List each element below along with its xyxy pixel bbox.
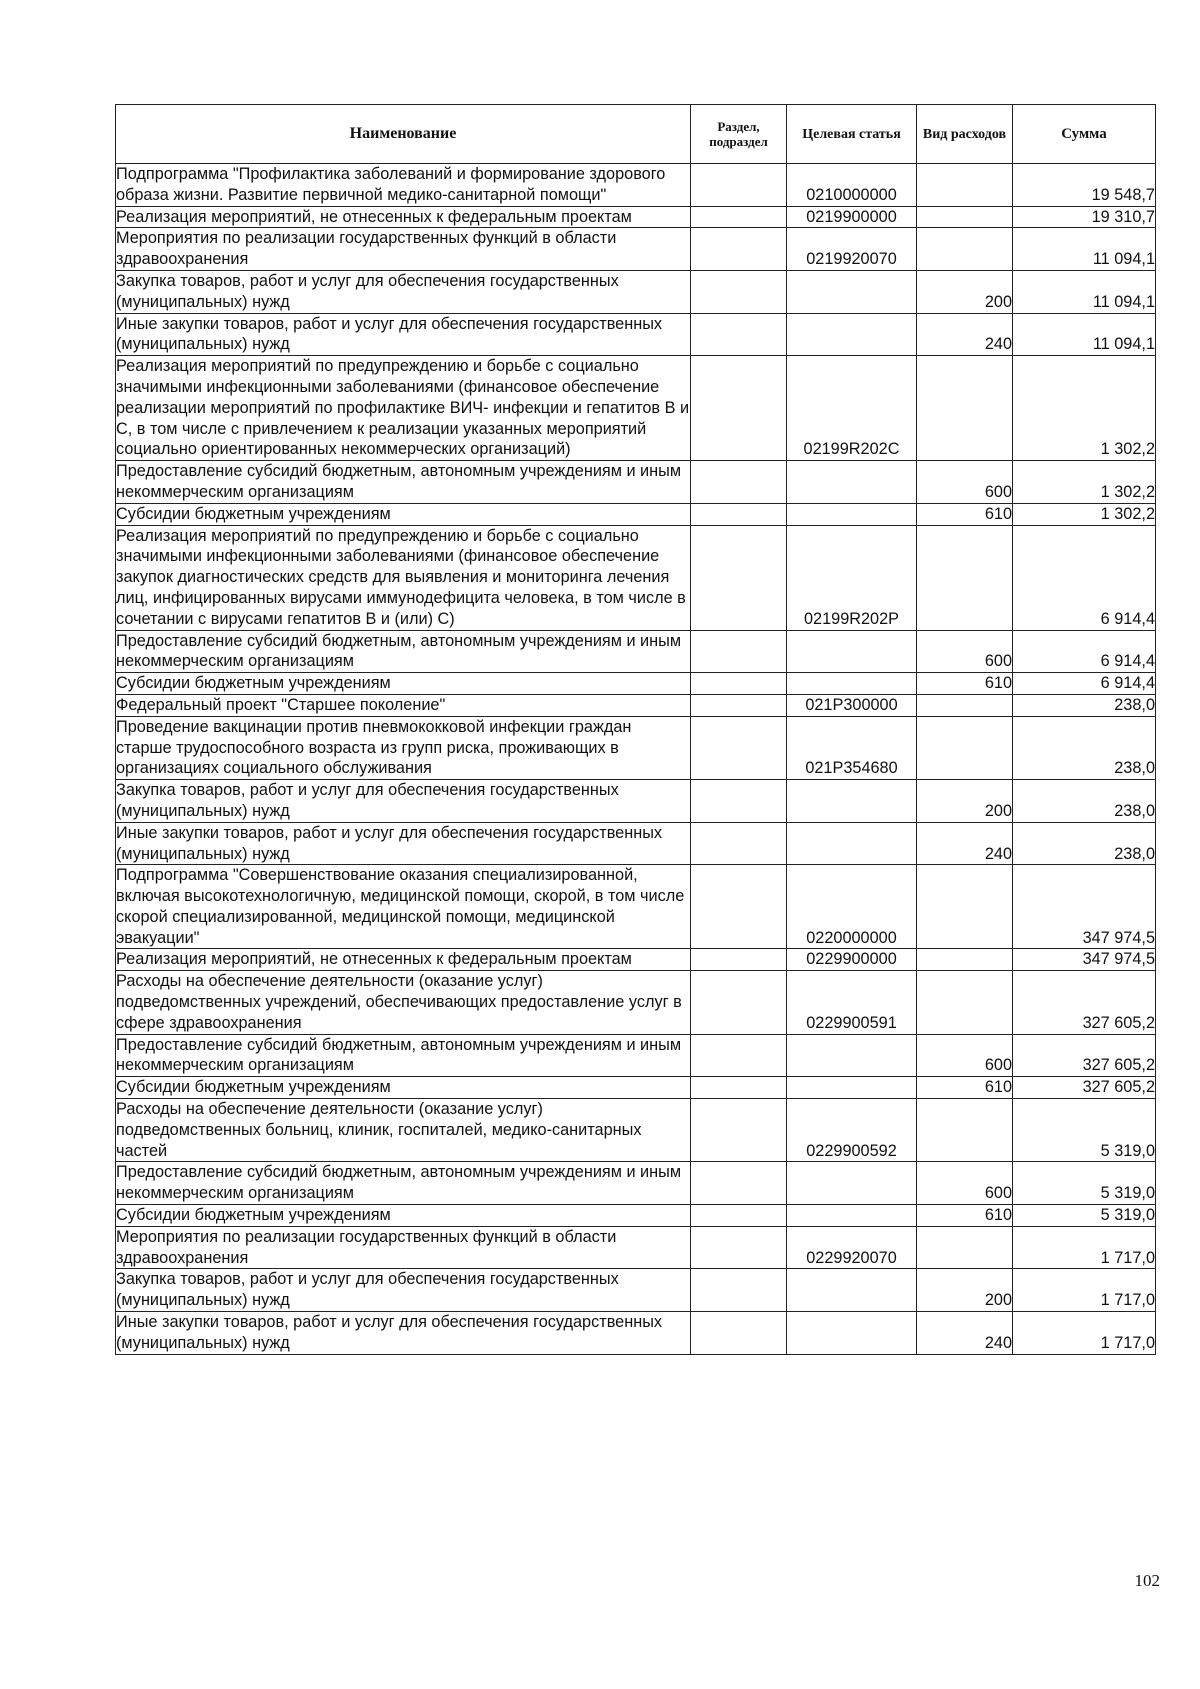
cell-kind: 240	[917, 313, 1013, 356]
cell-kind	[917, 971, 1013, 1034]
cell-name: Предоставление субсидий бюджетным, автономным учреждениям и иным некоммерческим организациям	[116, 1162, 691, 1205]
cell-kind	[917, 949, 1013, 971]
cell-sum: 5 319,0	[1013, 1205, 1156, 1227]
cell-target: 0219900000	[787, 206, 917, 228]
budget-table	[115, 104, 1156, 1355]
table-header	[116, 105, 1156, 164]
cell-kind	[917, 228, 1013, 271]
page-number: 102	[1134, 1571, 1160, 1590]
table-row	[116, 228, 1156, 271]
cell-section	[691, 673, 787, 695]
cell-name: Федеральный проект "Старшее поколение"	[116, 694, 691, 716]
cell-sum: 6 914,4	[1013, 630, 1156, 673]
cell-name: Закупка товаров, работ и услуг для обеспечения государственных (муниципальных) нужд	[116, 1269, 691, 1312]
cell-section	[691, 313, 787, 356]
cell-target	[787, 1162, 917, 1205]
table-row	[116, 673, 1156, 695]
cell-sum: 6 914,4	[1013, 525, 1156, 630]
cell-target	[787, 1034, 917, 1077]
table-row	[116, 1205, 1156, 1227]
table-row	[116, 822, 1156, 865]
cell-sum: 347 974,5	[1013, 865, 1156, 949]
cell-sum: 19 548,7	[1013, 164, 1156, 207]
cell-target	[787, 461, 917, 504]
cell-sum: 1 717,0	[1013, 1226, 1156, 1269]
cell-name: Субсидии бюджетным учреждениям	[116, 503, 691, 525]
table-row	[116, 164, 1156, 207]
cell-kind: 610	[917, 673, 1013, 695]
cell-sum: 19 310,7	[1013, 206, 1156, 228]
cell-section	[691, 228, 787, 271]
table-row	[116, 356, 1156, 461]
cell-kind: 200	[917, 270, 1013, 313]
cell-name: Иные закупки товаров, работ и услуг для обеспечения государственных (муниципальных) нужд	[116, 822, 691, 865]
table-row	[116, 1099, 1156, 1162]
cell-target	[787, 673, 917, 695]
cell-section	[691, 822, 787, 865]
cell-target: 021P354680	[787, 716, 917, 779]
cell-section	[691, 270, 787, 313]
cell-name: Иные закупки товаров, работ и услуг для обеспечения государственных (муниципальных) нужд	[116, 313, 691, 356]
cell-target	[787, 270, 917, 313]
cell-name: Предоставление субсидий бюджетным, автономным учреждениям и иным некоммерческим организациям	[116, 461, 691, 504]
cell-name: Подпрограмма "Совершенствование оказания специализированной, включая высокотехнологичную, медицинской помощи, скорой, в том числе скорой специализированной, медицинской помощи, медицинской эвакуации"	[116, 865, 691, 949]
table-row	[116, 1269, 1156, 1312]
cell-name: Предоставление субсидий бюджетным, автономным учреждениям и иным некоммерческим организациям	[116, 630, 691, 673]
table-row	[116, 1226, 1156, 1269]
cell-section	[691, 503, 787, 525]
cell-target: 02199R202C	[787, 356, 917, 461]
cell-sum: 11 094,1	[1013, 270, 1156, 313]
table-row	[116, 206, 1156, 228]
table-row	[116, 1312, 1156, 1355]
cell-name: Реализация мероприятий, не отнесенных к федеральным проектам	[116, 206, 691, 228]
cell-target: 021P300000	[787, 694, 917, 716]
cell-section	[691, 1226, 787, 1269]
cell-name: Субсидии бюджетным учреждениям	[116, 1205, 691, 1227]
cell-sum: 5 319,0	[1013, 1099, 1156, 1162]
cell-kind	[917, 206, 1013, 228]
cell-kind	[917, 525, 1013, 630]
cell-name: Реализация мероприятий по предупреждению и борьбе с социально значимыми инфекционными заболеваниями (финансовое обеспечение реализации мероприятий по профилактике ВИЧ- инфекции и гепатитов B и C, в том числе с привлечением к реализации указанных мероприятий социально ориентированных некоммерческих организаций)	[116, 356, 691, 461]
cell-name: Предоставление субсидий бюджетным, автономным учреждениям и иным некоммерческим организациям	[116, 1034, 691, 1077]
cell-name: Подпрограмма "Профилактика заболеваний и формирование здорового образа жизни. Развитие первичной медико-санитарной помощи"	[116, 164, 691, 207]
cell-target	[787, 822, 917, 865]
table-row	[116, 694, 1156, 716]
cell-section	[691, 630, 787, 673]
cell-section	[691, 1269, 787, 1312]
table-row	[116, 949, 1156, 971]
table-row	[116, 716, 1156, 779]
cell-sum: 5 319,0	[1013, 1162, 1156, 1205]
table-row	[116, 1162, 1156, 1205]
cell-kind	[917, 865, 1013, 949]
cell-sum: 347 974,5	[1013, 949, 1156, 971]
cell-section	[691, 949, 787, 971]
cell-target	[787, 1269, 917, 1312]
cell-target: 0220000000	[787, 865, 917, 949]
cell-name: Субсидии бюджетным учреждениям	[116, 673, 691, 695]
cell-target	[787, 1312, 917, 1355]
cell-name: Иные закупки товаров, работ и услуг для обеспечения государственных (муниципальных) нужд	[116, 1312, 691, 1355]
cell-section	[691, 1205, 787, 1227]
cell-target	[787, 780, 917, 823]
cell-name: Мероприятия по реализации государственных функций в области здравоохранения	[116, 1226, 691, 1269]
cell-name: Проведение вакцинации против пневмококковой инфекции граждан старше трудоспособного возраста из групп риска, проживающих в организациях социального обслуживания	[116, 716, 691, 779]
cell-sum: 327 605,2	[1013, 1077, 1156, 1099]
cell-name: Расходы на обеспечение деятельности (оказание услуг) подведомственных больниц, клиник, госпиталей, медико-санитарных частей	[116, 1099, 691, 1162]
cell-sum: 1 302,2	[1013, 356, 1156, 461]
table-row	[116, 270, 1156, 313]
header-section: Раздел, подраздел	[691, 105, 787, 164]
cell-target	[787, 503, 917, 525]
cell-section	[691, 525, 787, 630]
cell-kind: 600	[917, 1162, 1013, 1205]
cell-name: Реализация мероприятий по предупреждению и борьбе с социально значимыми инфекционными заболеваниями (финансовое обеспечение закупок диагностических средств для выявления и мониторинга лечения лиц, инфицированных вирусами иммунодефицита человека, в том числе в сочетании с вирусами гепатитов B и (или) C)	[116, 525, 691, 630]
cell-name: Мероприятия по реализации государственных функций в области здравоохранения	[116, 228, 691, 271]
table-row	[116, 780, 1156, 823]
cell-kind: 240	[917, 1312, 1013, 1355]
cell-kind	[917, 716, 1013, 779]
cell-sum: 238,0	[1013, 716, 1156, 779]
cell-kind: 600	[917, 1034, 1013, 1077]
cell-kind: 240	[917, 822, 1013, 865]
cell-name: Реализация мероприятий, не отнесенных к федеральным проектам	[116, 949, 691, 971]
cell-sum: 11 094,1	[1013, 313, 1156, 356]
cell-kind: 610	[917, 1205, 1013, 1227]
cell-section	[691, 694, 787, 716]
cell-section	[691, 865, 787, 949]
cell-section	[691, 971, 787, 1034]
cell-section	[691, 716, 787, 779]
cell-name: Закупка товаров, работ и услуг для обеспечения государственных (муниципальных) нужд	[116, 780, 691, 823]
cell-kind	[917, 356, 1013, 461]
cell-section	[691, 1099, 787, 1162]
cell-section	[691, 1034, 787, 1077]
cell-sum: 1 717,0	[1013, 1269, 1156, 1312]
cell-sum: 1 717,0	[1013, 1312, 1156, 1355]
cell-section	[691, 780, 787, 823]
table-row	[116, 525, 1156, 630]
cell-sum: 238,0	[1013, 780, 1156, 823]
cell-kind: 610	[917, 1077, 1013, 1099]
cell-target: 0229900000	[787, 949, 917, 971]
cell-kind: 200	[917, 780, 1013, 823]
table-row	[116, 865, 1156, 949]
cell-kind	[917, 1226, 1013, 1269]
cell-kind: 200	[917, 1269, 1013, 1312]
cell-target: 0229920070	[787, 1226, 917, 1269]
cell-kind	[917, 694, 1013, 716]
cell-name: Субсидии бюджетным учреждениям	[116, 1077, 691, 1099]
table-row	[116, 1034, 1156, 1077]
cell-target: 02199R202P	[787, 525, 917, 630]
table-row	[116, 1077, 1156, 1099]
table-row	[116, 313, 1156, 356]
header-target: Целевая статья	[787, 105, 917, 164]
table-row	[116, 503, 1156, 525]
cell-name: Расходы на обеспечение деятельности (оказание услуг) подведомственных учреждений, обеспечивающих предоставление услуг в сфере здравоохранения	[116, 971, 691, 1034]
cell-target: 0219920070	[787, 228, 917, 271]
cell-kind	[917, 1099, 1013, 1162]
cell-kind	[917, 164, 1013, 207]
cell-section	[691, 1162, 787, 1205]
cell-section	[691, 356, 787, 461]
cell-sum: 238,0	[1013, 822, 1156, 865]
cell-section	[691, 1312, 787, 1355]
table-row	[116, 630, 1156, 673]
header-row	[116, 105, 1156, 164]
cell-section	[691, 461, 787, 504]
cell-section	[691, 206, 787, 228]
cell-section	[691, 1077, 787, 1099]
cell-sum: 327 605,2	[1013, 971, 1156, 1034]
cell-target	[787, 1205, 917, 1227]
cell-sum: 6 914,4	[1013, 673, 1156, 695]
cell-sum: 1 302,2	[1013, 503, 1156, 525]
cell-target: 0210000000	[787, 164, 917, 207]
table-row	[116, 971, 1156, 1034]
cell-target	[787, 1077, 917, 1099]
table-row	[116, 461, 1156, 504]
cell-sum: 11 094,1	[1013, 228, 1156, 271]
cell-sum: 1 302,2	[1013, 461, 1156, 504]
cell-kind: 610	[917, 503, 1013, 525]
cell-section	[691, 164, 787, 207]
cell-kind: 600	[917, 630, 1013, 673]
cell-target: 0229900591	[787, 971, 917, 1034]
cell-target: 0229900592	[787, 1099, 917, 1162]
table-body	[116, 164, 1156, 1355]
cell-name: Закупка товаров, работ и услуг для обеспечения государственных (муниципальных) нужд	[116, 270, 691, 313]
header-name: Наименование	[116, 105, 691, 164]
cell-sum: 327 605,2	[1013, 1034, 1156, 1077]
cell-sum: 238,0	[1013, 694, 1156, 716]
cell-target	[787, 630, 917, 673]
cell-kind: 600	[917, 461, 1013, 504]
cell-target	[787, 313, 917, 356]
header-kind: Вид расходов	[917, 105, 1013, 164]
header-sum: Сумма	[1013, 105, 1156, 164]
